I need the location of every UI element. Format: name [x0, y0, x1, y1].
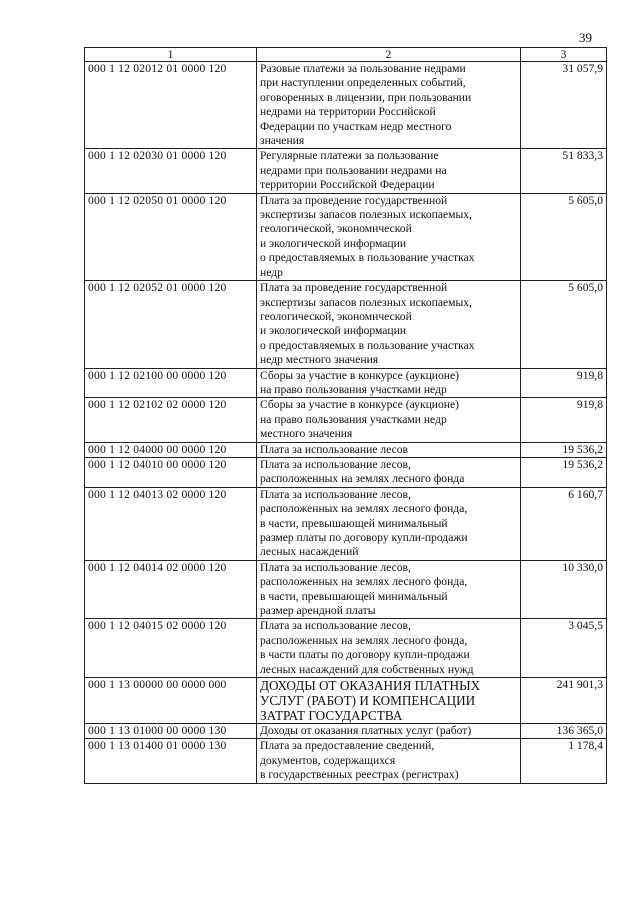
code-cell: 000 1 13 01000 00 0000 130: [85, 724, 257, 739]
code-cell: 000 1 12 02050 01 0000 120: [85, 193, 257, 280]
name-cell: Плата за использование лесов, расположенных на землях лесного фонда, в части, превышающей минимальный размер платы по договору купли-продажи лесных насаждений: [257, 487, 521, 560]
amount-cell: 919,8: [521, 398, 607, 442]
name-cell: Плата за проведение государственной экспертизы запасов полезных ископаемых, геологической, экономической и экологической информации о предоставляемых в пользование участках недр: [257, 193, 521, 280]
name-cell: Сборы за участие в конкурсе (аукционе) на право пользования участками недр местного значения: [257, 398, 521, 442]
code-cell: 000 1 13 01400 01 0000 130: [85, 739, 257, 783]
table-row: [85, 724, 607, 739]
amount-cell: 19 536,2: [521, 457, 607, 487]
table-row: [85, 457, 607, 487]
column-header-name: 2: [257, 48, 521, 62]
amount-cell: 1 178,4: [521, 739, 607, 783]
amount-cell: 10 330,0: [521, 560, 607, 619]
name-cell: Доходы от оказания платных услуг (работ): [257, 724, 521, 739]
table-row: [85, 281, 607, 368]
table-row: [85, 149, 607, 193]
table-body: [85, 62, 607, 784]
table-row: [85, 739, 607, 783]
table-row: [85, 398, 607, 442]
name-cell: Разовые платежи за пользование недрами при наступлении определенных событий, оговоренных в лицензии, при пользовании недрами на территории Российской Федерации по участкам недр местного значения: [257, 62, 521, 149]
name-cell: Регулярные платежи за пользование недрами при пользовании недрами на территории Российской Федерации: [257, 149, 521, 193]
table-row: [85, 560, 607, 619]
table-row: [85, 368, 607, 398]
amount-cell: 5 605,0: [521, 281, 607, 368]
code-cell: 000 1 12 02030 01 0000 120: [85, 149, 257, 193]
amount-cell: 919,8: [521, 368, 607, 398]
table-row: [85, 487, 607, 560]
code-cell: 000 1 12 02102 02 0000 120: [85, 398, 257, 442]
amount-cell: 51 833,3: [521, 149, 607, 193]
column-header-amount: 3: [521, 48, 607, 62]
name-cell: Плата за проведение государственной экспертизы запасов полезных ископаемых, геологической, экономической и экологической информации о предоставляемых в пользование участках недр местного значения: [257, 281, 521, 368]
name-cell: ДОХОДЫ ОТ ОКАЗАНИЯ ПЛАТНЫХ УСЛУГ (РАБОТ) И КОМПЕНСАЦИИ ЗАТРАТ ГОСУДАРСТВА: [257, 678, 521, 724]
revenue-table: [84, 47, 607, 784]
name-cell: Плата за использование лесов, расположенных на землях лесного фонда: [257, 457, 521, 487]
name-cell: Сборы за участие в конкурсе (аукционе) на право пользования участками недр: [257, 368, 521, 398]
code-cell: 000 1 12 04013 02 0000 120: [85, 487, 257, 560]
name-cell: Плата за использование лесов: [257, 442, 521, 457]
amount-cell: 5 605,0: [521, 193, 607, 280]
column-header-code: 1: [85, 48, 257, 62]
table-row: [85, 62, 607, 149]
name-cell: Плата за использование лесов, расположенных на землях лесного фонда, в части платы по договору купли-продажи лесных насаждений для собственных нужд: [257, 619, 521, 678]
table-row: [85, 619, 607, 678]
table-row: [85, 678, 607, 724]
code-cell: 000 1 12 04015 02 0000 120: [85, 619, 257, 678]
name-cell: Плата за предоставление сведений, документов, содержащихся в государственных реестрах (регистрах): [257, 739, 521, 783]
amount-cell: 31 057,9: [521, 62, 607, 149]
amount-cell: 136 365,0: [521, 724, 607, 739]
code-cell: 000 1 12 04010 00 0000 120: [85, 457, 257, 487]
page-number: 39: [579, 30, 592, 45]
code-cell: 000 1 12 04000 00 0000 120: [85, 442, 257, 457]
amount-cell: 241 901,3: [521, 678, 607, 724]
table-row: [85, 193, 607, 280]
table-header-row: [85, 48, 607, 62]
code-cell: 000 1 12 02052 01 0000 120: [85, 281, 257, 368]
code-cell: 000 1 13 00000 00 0000 000: [85, 678, 257, 724]
amount-cell: 19 536,2: [521, 442, 607, 457]
amount-cell: 3 045,5: [521, 619, 607, 678]
amount-cell: 6 160,7: [521, 487, 607, 560]
name-cell: Плата за использование лесов, расположенных на землях лесного фонда, в части, превышающей минимальный размер арендной платы: [257, 560, 521, 619]
table-row: [85, 442, 607, 457]
code-cell: 000 1 12 02100 00 0000 120: [85, 368, 257, 398]
code-cell: 000 1 12 04014 02 0000 120: [85, 560, 257, 619]
code-cell: 000 1 12 02012 01 0000 120: [85, 62, 257, 149]
